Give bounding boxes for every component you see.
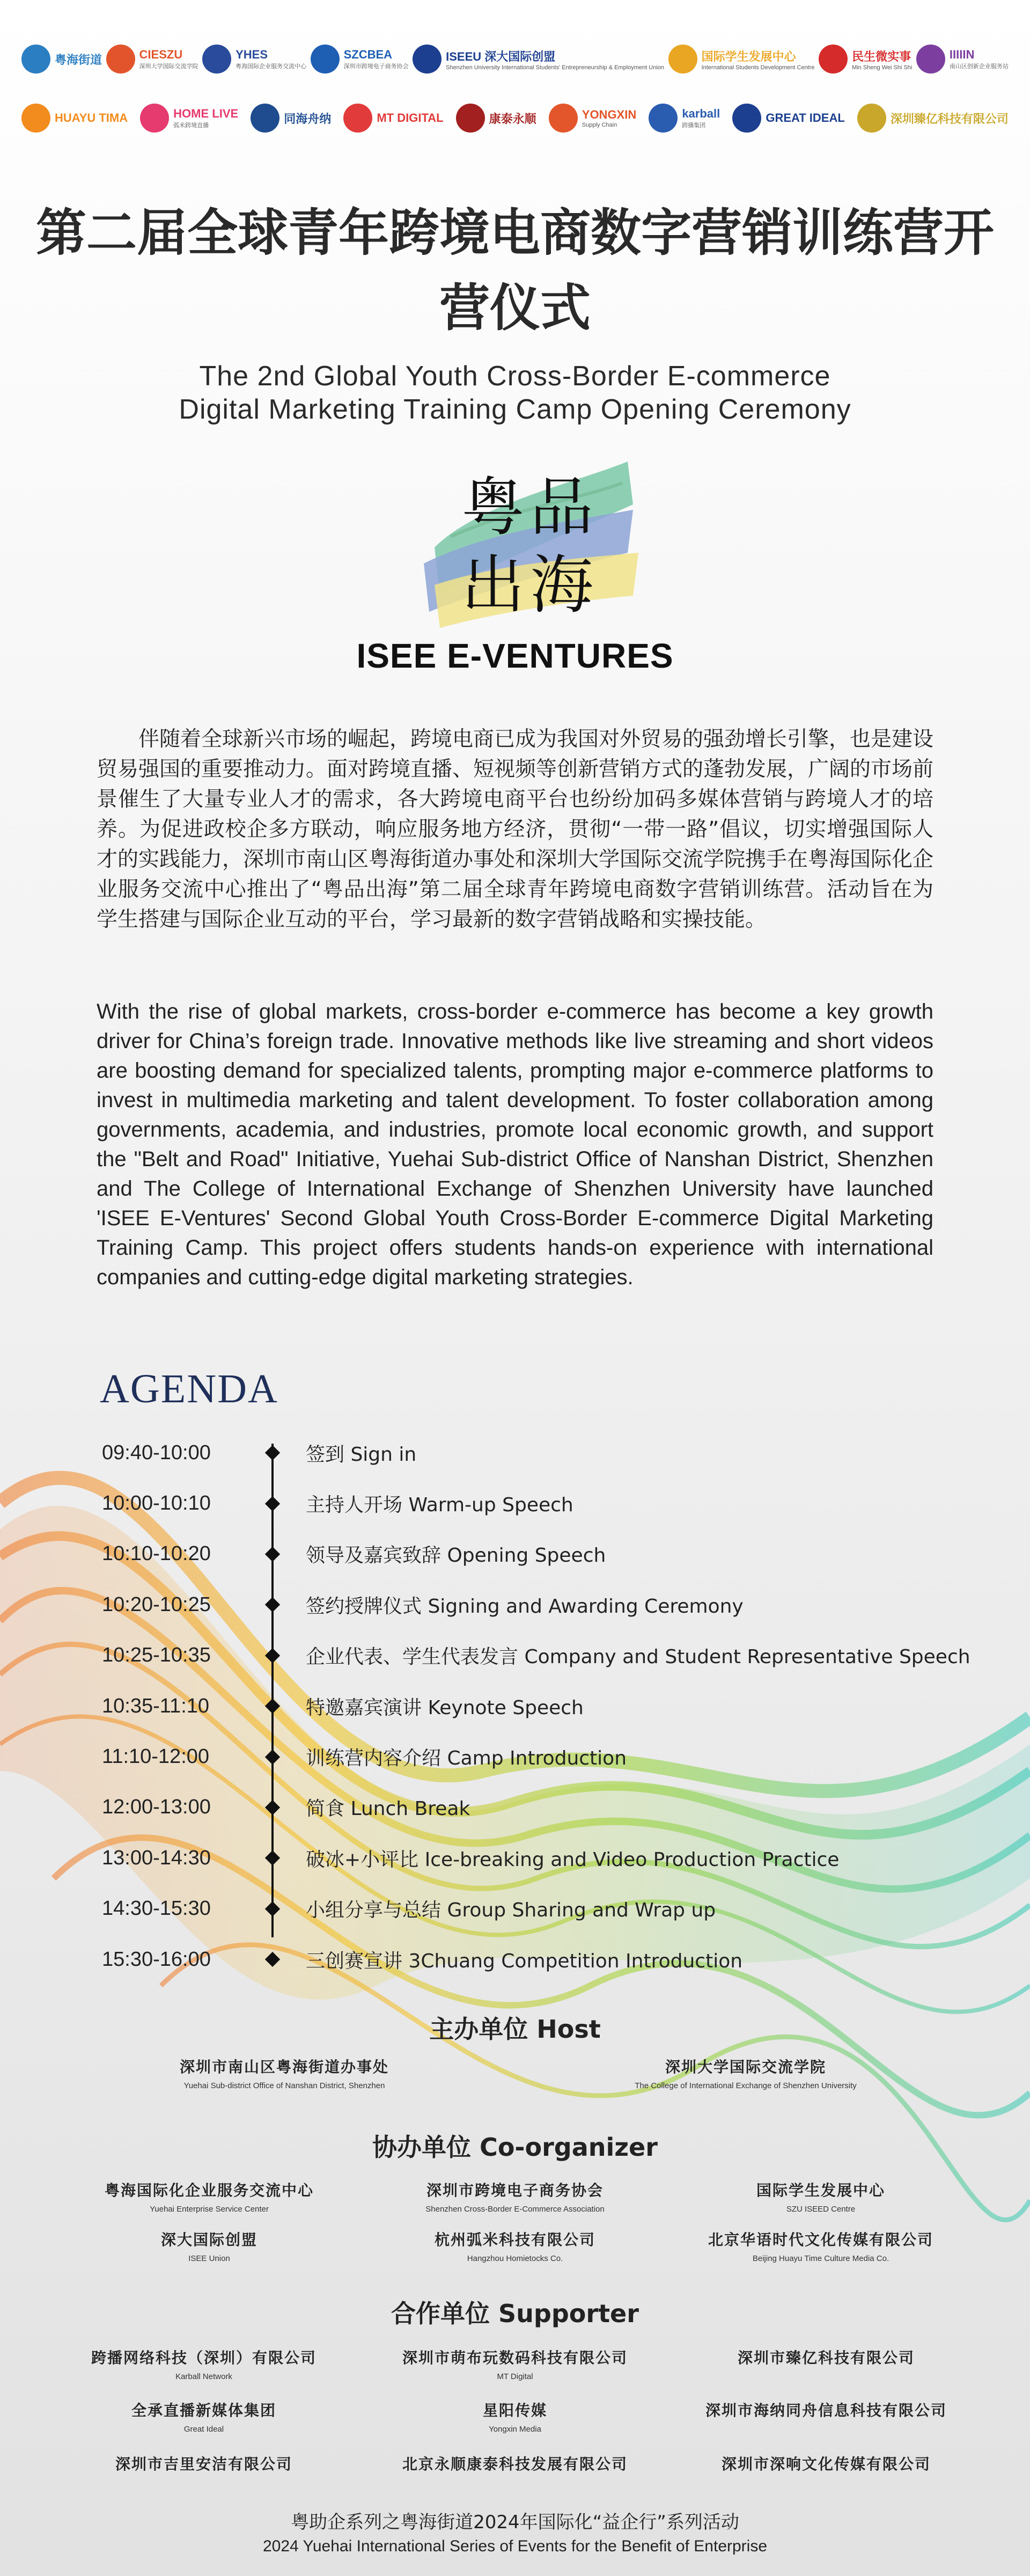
sponsor-logo: [21, 45, 102, 74]
logo-name: 国际学生发展中心: [701, 49, 796, 63]
logo-mark-icon: [251, 104, 279, 133]
organization-name-en: Hangzhou Homietocks Co.: [467, 2254, 563, 2263]
title-en-line1: The 2nd Global Youth Cross-Border E-commerce: [199, 361, 831, 392]
page-title-cn: 第二届全球青年跨境电商数字营销训练营开营仪式: [35, 204, 994, 338]
organization-name-cn: 深大国际创盟: [160, 2231, 258, 2249]
agenda-time: 12:00-13:00: [102, 1796, 211, 1819]
logo-text: [173, 107, 238, 129]
sponsor-logo-strip: [21, 30, 1009, 148]
agenda-bullet-icon: [265, 1445, 280, 1460]
logo-subtitle: Supply Chain: [582, 122, 617, 128]
logo-text: [489, 110, 536, 127]
agenda-item: 主持人开场 Warm-up Speech: [306, 1494, 573, 1517]
organization: [54, 2399, 354, 2434]
footer-en: 2024 Yuehai International Series of Events for the Benefit of Enterprise: [262, 2537, 768, 2555]
intro-paragraph-cn: 伴随着全球新兴市场的崛起，跨境电商已成为我国对外贸易的强劲增长引擎，也是建设贸易强国的重要推动力。面对跨境直播、短视频等创新营销方式的蓬勃发展，广阔的市场前景催生了大量专业人才的需求，各大跨境电商平台也纷纷加码多媒体营销与跨境人才的培养。为促进政校企多方联动，响应服务地方经济，贯彻“一带一路”倡议，切实增强国际人才的实践能力，深圳市南山区粤海街道办事处和深圳大学国际交流学院携手在粤海国际化企业服务交流中心推出了“粤品出海”第二届全球青年跨境电商数字营销训练营。活动旨在为学生搭建与国际企业互动的平台，学习最新的数字营销战略和实操技能。: [97, 727, 934, 932]
footer-cn: 粤助企系列之粤海街道2024年国际化“益企行”系列活动: [291, 2512, 739, 2533]
logo-name: HUAYU TIMA: [55, 111, 128, 125]
logo-text: [377, 111, 443, 125]
sponsor-logo: [311, 45, 409, 74]
logo-name: YONGXIN: [582, 108, 637, 121]
sponsor-logo: [649, 104, 720, 133]
logo-name: SZCBEA: [343, 48, 393, 61]
logo-subtitle: Min Sheng Wei Shi Shi: [852, 64, 913, 71]
logo-name: YHES: [236, 48, 268, 61]
organization-name-cn: 粤海国际化企业服务交流中心: [104, 2182, 314, 2199]
agenda-row: [102, 1428, 982, 1478]
organization: [97, 2055, 472, 2090]
logo-mark-icon: [343, 104, 372, 133]
sponsor-logo: [343, 104, 443, 133]
logo-text: [702, 48, 815, 71]
organization: [671, 2228, 971, 2263]
sponsor-logo: [857, 104, 1009, 133]
logo-name: 深圳臻亿科技有限公司: [890, 112, 1009, 126]
sponsor-logo: [413, 45, 664, 74]
organization-name-cn: 深圳市臻亿科技有限公司: [737, 2349, 915, 2367]
agenda-bullet-icon: [265, 1901, 280, 1916]
organization: [365, 2453, 665, 2474]
organization: [676, 2346, 976, 2368]
logo-mark-icon: [649, 104, 678, 133]
logo-text: [582, 108, 636, 128]
organization-name-cn: 深圳市南山区粤海街道办事处: [179, 2058, 389, 2076]
agenda-row: [102, 1529, 982, 1579]
agenda-row: [102, 1833, 982, 1883]
logo-name: karball: [682, 107, 720, 120]
organization-name-en: ISEE Union: [188, 2254, 230, 2263]
logo-text: [682, 107, 720, 129]
agenda-row: [102, 1782, 982, 1833]
logo-subtitle: 弧米跨境直播: [173, 122, 209, 129]
sponsor-logo: [549, 104, 636, 133]
organization-name-cn: 国际学生发展中心: [756, 2182, 885, 2199]
agenda-item: 签到 Sign in: [306, 1443, 417, 1466]
agenda-bullet-icon: [265, 1699, 280, 1714]
organization-name-en: Karball Network: [175, 2372, 232, 2381]
agenda-item: 企业代表、学生代表发言 Company and Student Representative Speech: [306, 1646, 970, 1668]
organization: [365, 2399, 665, 2434]
logo-mark-icon: [857, 104, 886, 133]
logo-text: [766, 111, 844, 125]
logo-mark-icon: [668, 45, 697, 74]
logo-text: [139, 48, 198, 70]
agenda-time: 10:20-10:25: [102, 1593, 211, 1616]
organization-name-cn: 跨播网络科技（深圳）有限公司: [91, 2349, 317, 2367]
agenda-time: 09:40-10:00: [102, 1441, 211, 1464]
brand-name: ISEE E-VENTURES: [356, 636, 674, 675]
agenda-row: [102, 1630, 982, 1681]
organization-name-cn: 深圳市深响文化传媒有限公司: [721, 2455, 931, 2473]
sponsor-logo: [21, 104, 128, 133]
intro-paragraph-en: With the rise of global markets, cross-border e-commerce has become a key growth driver for China’s foreign trade. Innovative methods like live streaming and short videos are boosting demand for specialized talents, prompting major e-commerce platforms to invest in multimedia marketing and talent development. To foster collaboration among governments, academia, and industries, promote local economic growth, and support the "Belt and Road" Initiative, Yuehai Sub-district Office of Nanshan District, Shenzhen and The College of International Exchange of Shenzhen University have launched 'ISEE E-Ventures' Second Global Youth Cross-Border E-commerce Digital Marketing Training Camp. This project offers students hands-on experience with international companies and cutting-edge digital marketing strategies.: [97, 1000, 933, 1289]
organization: [59, 2228, 359, 2263]
organization-name-en: Beijing Huayu Time Culture Media Co.: [752, 2254, 889, 2263]
organization: [365, 2346, 665, 2381]
agenda-time: 15:30-16:00: [102, 1948, 211, 1971]
agenda-time: 10:25-10:35: [102, 1644, 211, 1667]
coorganizer-heading: 协办单位 Co-organizer: [372, 2133, 658, 2162]
agenda-item: 破冰+小评比 Ice-breaking and Video Production Practice: [306, 1848, 840, 1871]
logo-row-1: [21, 30, 1009, 89]
logo-mark-icon: [413, 45, 442, 74]
logo-subtitle: Shenzhen University International Students' Entrepreneurship & Employment Union: [446, 64, 665, 71]
organization: [59, 2179, 359, 2214]
agenda-list: [102, 1428, 982, 1985]
organization: [54, 2346, 354, 2381]
agenda-time: 10:35-11:10: [102, 1694, 210, 1717]
logo-mark-icon: [21, 45, 50, 74]
organization-name-cn: 北京永顺康泰科技发展有限公司: [402, 2455, 628, 2473]
organization-name-en: Shenzhen Cross-Border E-Commerce Association: [425, 2205, 605, 2214]
agenda-row: [102, 1934, 982, 1985]
sponsor-logo: [251, 104, 331, 133]
logo-name: ISEEU 深大国际创盟: [446, 49, 556, 63]
agenda-item: 特邀嘉宾演讲 Keynote Speech: [306, 1696, 584, 1719]
sponsor-logo: [106, 45, 198, 74]
logo-text: [950, 48, 1009, 70]
agenda-item: 签约授牌仪式 Signing and Awarding Ceremony: [306, 1595, 744, 1618]
agenda-bullet-icon: [265, 1800, 280, 1815]
logo-text: [236, 48, 306, 70]
agenda-heading: AGENDA: [100, 1366, 278, 1411]
logo-name: CIESZU: [139, 48, 183, 61]
logo-text: [852, 48, 912, 71]
logo-mark-icon: [916, 45, 945, 74]
logo-subtitle: 深圳大学国际交流学院: [139, 63, 198, 70]
logo-name: 民生微实事: [852, 49, 911, 63]
organization-name-cn: 北京华语时代文化传媒有限公司: [708, 2231, 933, 2249]
agenda-bullet-icon: [265, 1952, 280, 1967]
logo-subtitle: 跨播集团: [682, 122, 706, 129]
organization-name-cn: 杭州弧米科技有限公司: [434, 2231, 595, 2249]
agenda-item: 领导及嘉宾致辞 Opening Speech: [306, 1545, 606, 1567]
agenda-item: 简食 Lunch Break: [306, 1798, 470, 1820]
agenda-bullet-icon: [265, 1648, 280, 1663]
logo-mark-icon: [819, 45, 848, 74]
agenda-item: 训练营内容介绍 Camp Introduction: [306, 1747, 627, 1770]
sponsor-logo: [819, 45, 912, 74]
sponsor-logo: [916, 45, 1009, 74]
logo-mark-icon: [140, 104, 169, 133]
sponsor-logo: [668, 45, 815, 74]
organization-name-en: MT Digital: [497, 2372, 533, 2381]
organization: [365, 2228, 665, 2263]
agenda-row: [102, 1579, 982, 1630]
logo-text: [284, 110, 331, 127]
organization: [558, 2055, 933, 2090]
logo-name: 粤海街道: [55, 53, 102, 67]
agenda-bullet-icon: [265, 1850, 280, 1865]
logo-text: [55, 111, 128, 125]
organization-name-en: The College of International Exchange of Shenzhen University: [635, 2081, 857, 2090]
organization: [365, 2179, 665, 2214]
organization-name-en: Yuehai Sub-district Office of Nanshan District, Shenzhen: [183, 2081, 385, 2090]
logo-text: [55, 51, 102, 68]
agenda-time: 10:00-10:10: [102, 1492, 211, 1515]
logo-text: [446, 48, 664, 71]
agenda-time: 14:30-15:30: [102, 1897, 211, 1920]
logo-subtitle: 南山区创新企业服务站: [949, 63, 1009, 70]
agenda-time: 13:00-14:30: [102, 1846, 211, 1869]
agenda-row: [102, 1478, 982, 1528]
logo-mark-icon: [202, 45, 231, 74]
agenda-item: 三创赛宣讲 3Chuang Competition Introduction: [306, 1950, 743, 1972]
logo-name: IIIIIN: [949, 48, 975, 61]
agenda-row: [102, 1681, 982, 1731]
host-heading: 主办单位 Host: [429, 2015, 601, 2044]
organization-name-cn: 深圳市跨境电子商务协会: [426, 2182, 604, 2199]
organization-name-cn: 深圳大学国际交流学院: [665, 2058, 826, 2076]
logo-mark-icon: [106, 45, 135, 74]
organization: [676, 2453, 976, 2474]
organization-name-en: Yongxin Media: [489, 2425, 541, 2434]
sponsor-logo: [456, 104, 536, 133]
sponsor-logo: [732, 104, 844, 133]
logo-name: MT DIGITAL: [377, 111, 444, 125]
organization-name-cn: 深圳市萌布玩数码科技有限公司: [402, 2349, 628, 2367]
brand-cn-line2: 出海: [461, 548, 599, 622]
logo-mark-icon: [311, 45, 340, 74]
logo-mark-icon: [732, 104, 761, 133]
logo-mark-icon: [21, 104, 50, 133]
logo-name: 同海舟纳: [284, 112, 332, 126]
agenda-item: 小组分享与总结 Group Sharing and Wrap up: [306, 1899, 716, 1922]
agenda-bullet-icon: [265, 1597, 280, 1612]
agenda-row: [102, 1884, 982, 1934]
logo-subtitle: 粤海国际企业服务交流中心: [236, 63, 307, 70]
organization: [676, 2399, 976, 2420]
supporter-heading: 合作单位 Supporter: [391, 2299, 639, 2328]
agenda-bullet-icon: [265, 1547, 280, 1562]
organization: [671, 2179, 971, 2214]
logo-subtitle: International Students Development Centre: [701, 64, 815, 71]
brand-cn-line1: 粤品: [461, 470, 599, 544]
agenda-row: [102, 1731, 982, 1782]
organization-name-cn: 深圳市吉里安洁有限公司: [115, 2455, 292, 2473]
sponsor-logo: [202, 45, 306, 74]
agenda-time: 11:10-12:00: [102, 1745, 210, 1768]
logo-name: HOME LIVE: [173, 107, 239, 120]
organization-name-cn: 星阳传媒: [482, 2402, 547, 2419]
logo-text: [344, 48, 409, 70]
page-title-en: [0, 360, 1030, 426]
agenda-time: 10:10-10:20: [102, 1542, 211, 1565]
logo-mark-icon: [549, 104, 578, 133]
agenda-bullet-icon: [265, 1749, 280, 1764]
organization-name-en: Yuehai Enterprise Service Center: [150, 2205, 269, 2214]
sponsor-logo: [140, 104, 238, 133]
organization-name-cn: 深圳市海纳同舟信息科技有限公司: [705, 2402, 947, 2419]
logo-row-2: [21, 89, 1009, 148]
logo-name: GREAT IDEAL: [766, 111, 845, 125]
logo-name: 康泰永顺: [489, 112, 536, 126]
logo-text: [891, 110, 1009, 127]
logo-mark-icon: [456, 104, 485, 133]
organization: [54, 2453, 354, 2474]
organization-name-cn: 全承直播新媒体集团: [131, 2402, 276, 2419]
organization-name-en: SZU ISEED Centre: [786, 2205, 856, 2214]
logo-subtitle: 深圳市跨境电子商务协会: [343, 63, 409, 70]
agenda-bullet-icon: [265, 1496, 280, 1511]
title-en-line2: Digital Marketing Training Camp Opening Ceremony: [179, 394, 851, 425]
organization-name-en: Great Ideal: [183, 2425, 224, 2434]
